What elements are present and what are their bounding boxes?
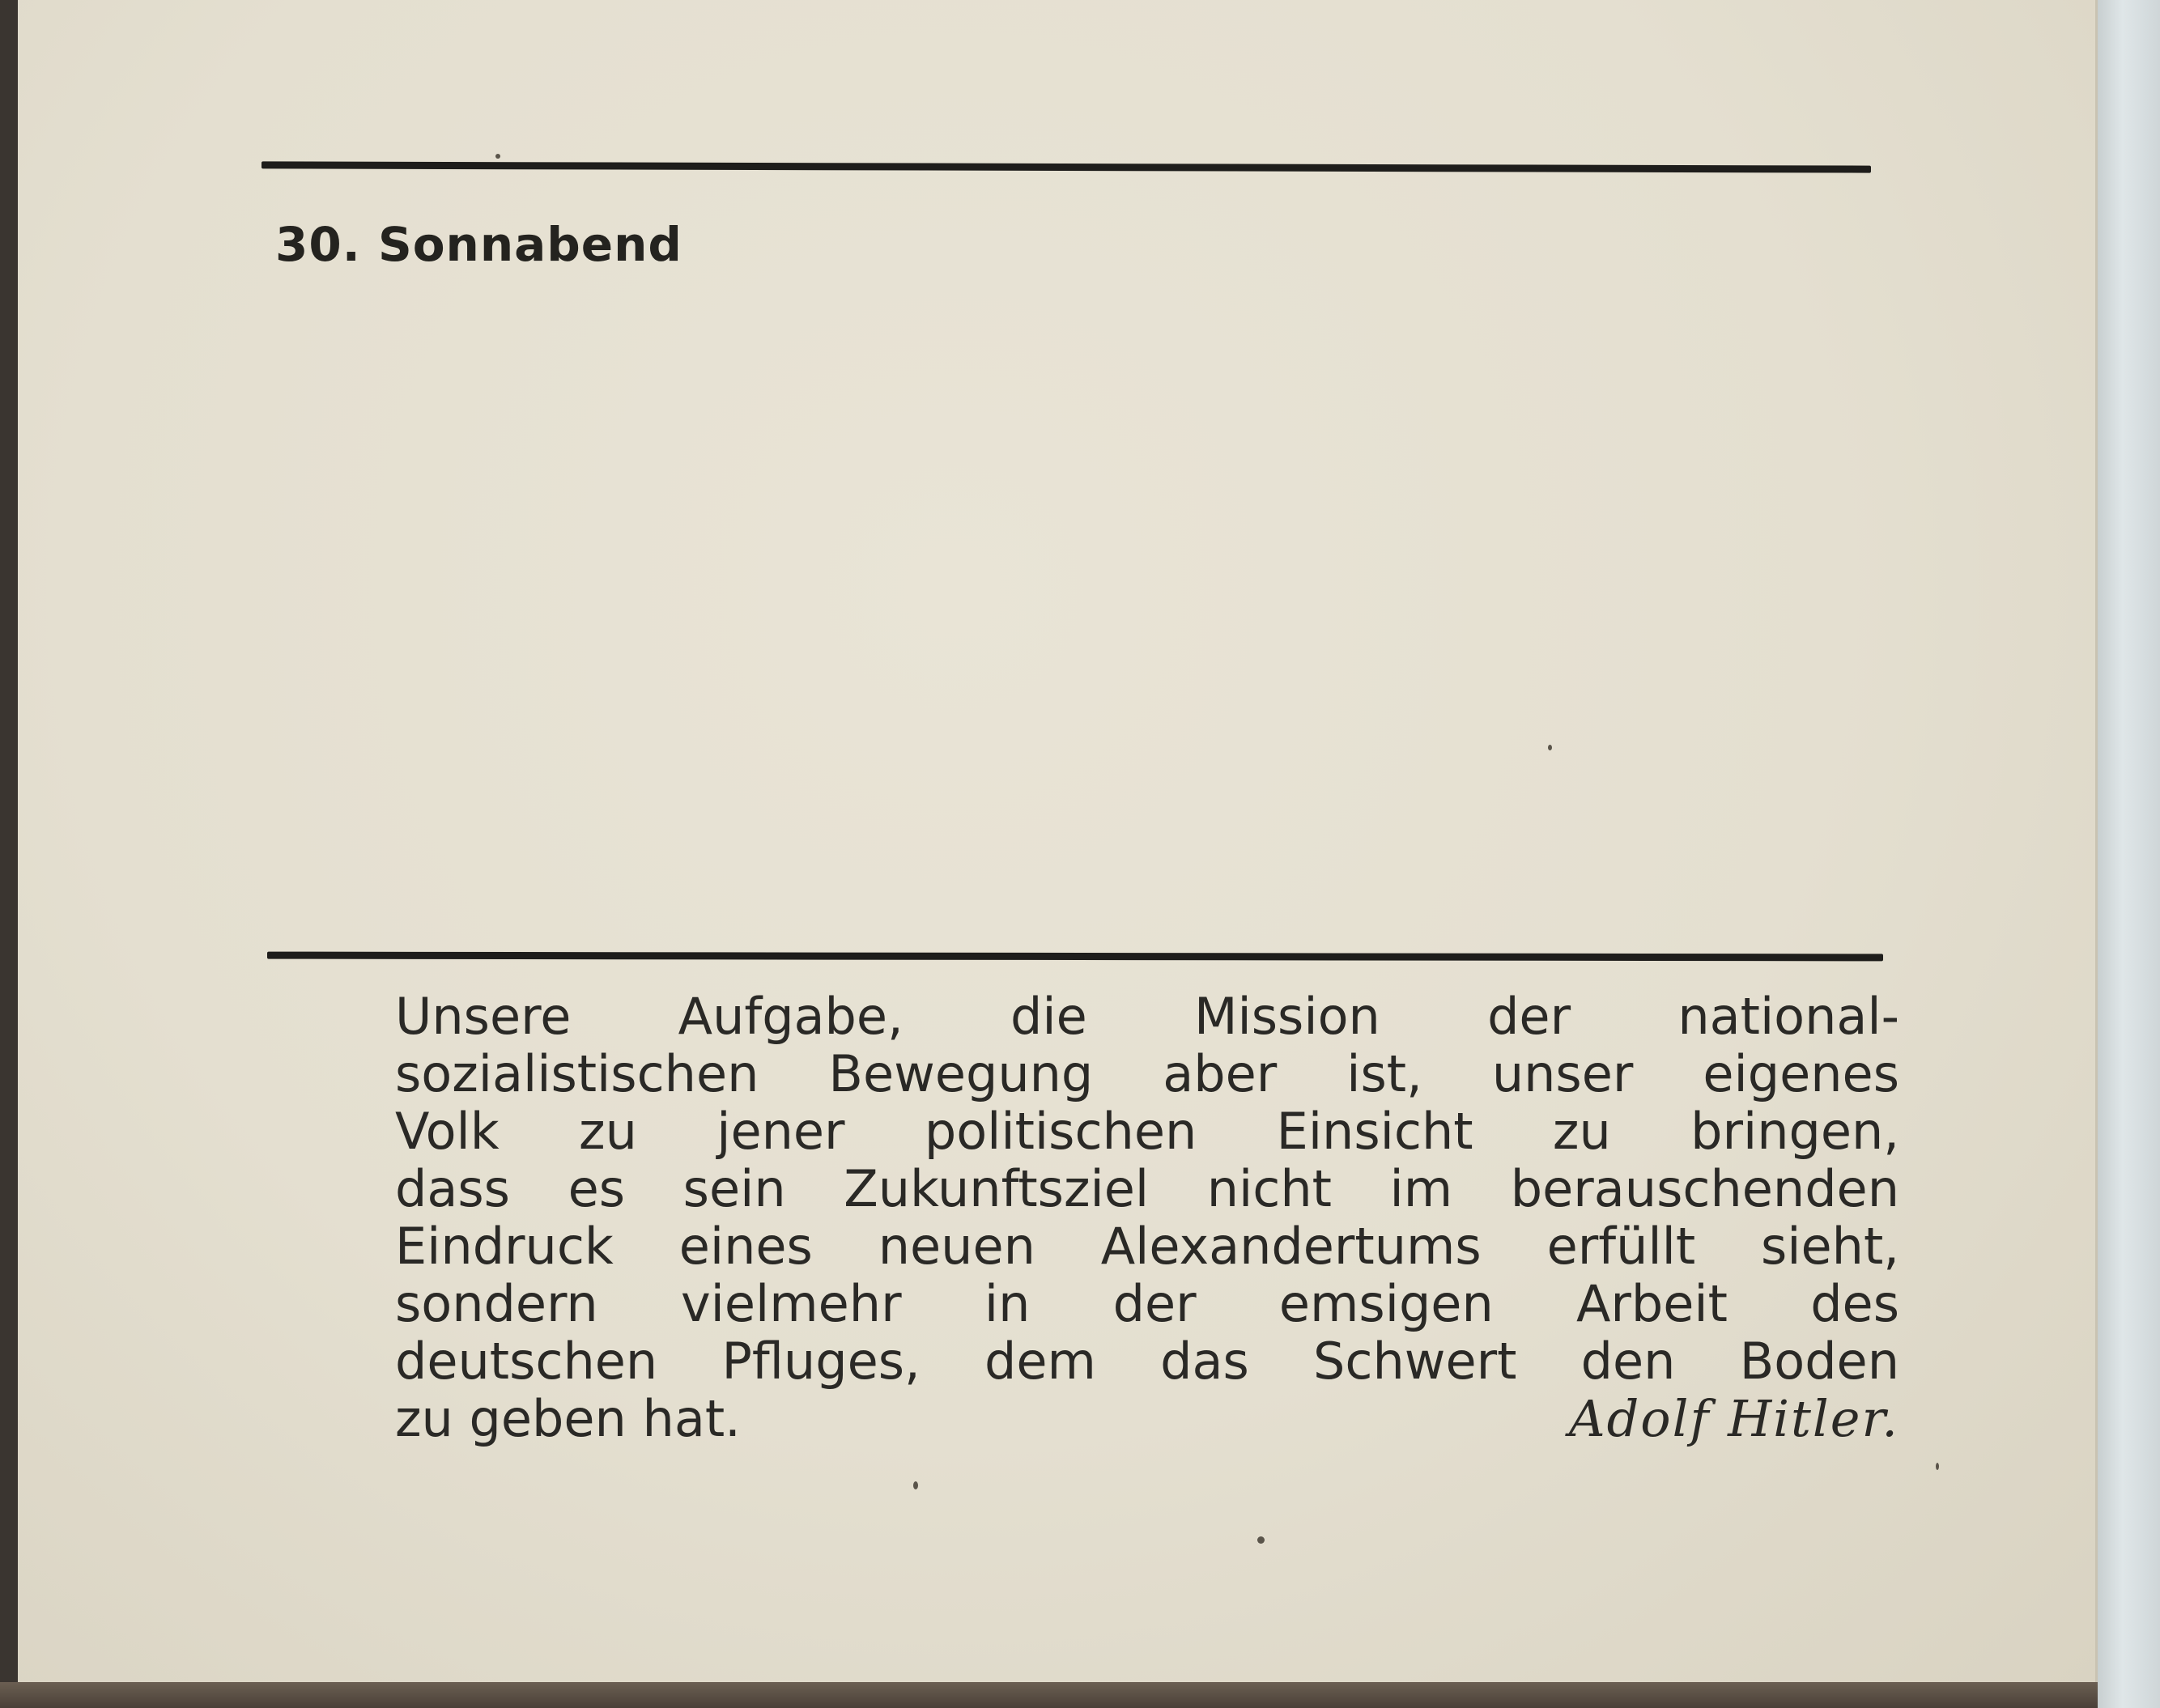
paper-speck: [495, 154, 500, 159]
paper-speck: [1936, 1463, 1939, 1470]
quote-line: zu geben hat.: [395, 1389, 741, 1448]
paper-speck: [1548, 745, 1552, 750]
quote-line: deutschen Pfluges, dem das Schwert den Boden: [395, 1332, 1899, 1391]
quote-line: sozialistischen Bewegung aber ist, unser eigenes: [395, 1044, 1899, 1103]
quote-line: Unsere Aufgabe, die Mission der national-: [395, 987, 1899, 1046]
quote-author: Adolf Hitler.: [1568, 1389, 1899, 1448]
paper-speck: [1257, 1536, 1265, 1544]
quote-block: [395, 988, 1899, 1447]
quote-line: dass es sein Zukunftsziel nicht im berauschenden: [395, 1159, 1899, 1218]
quote-line: Volk zu jener politischen Einsicht zu bringen,: [395, 1102, 1899, 1161]
paper-speck: [913, 1481, 918, 1489]
quote-line: Eindruck eines neuen Alexandertums erfüllt sieht,: [395, 1217, 1899, 1276]
date-heading: 30. Sonnabend: [275, 217, 682, 272]
adjacent-page-edge: [2098, 0, 2160, 1708]
quote-line: sondern vielmehr in der emsigen Arbeit des: [395, 1274, 1899, 1333]
page-bottom-shadow: [0, 1682, 2098, 1708]
quote-final-line: [395, 1390, 1899, 1447]
